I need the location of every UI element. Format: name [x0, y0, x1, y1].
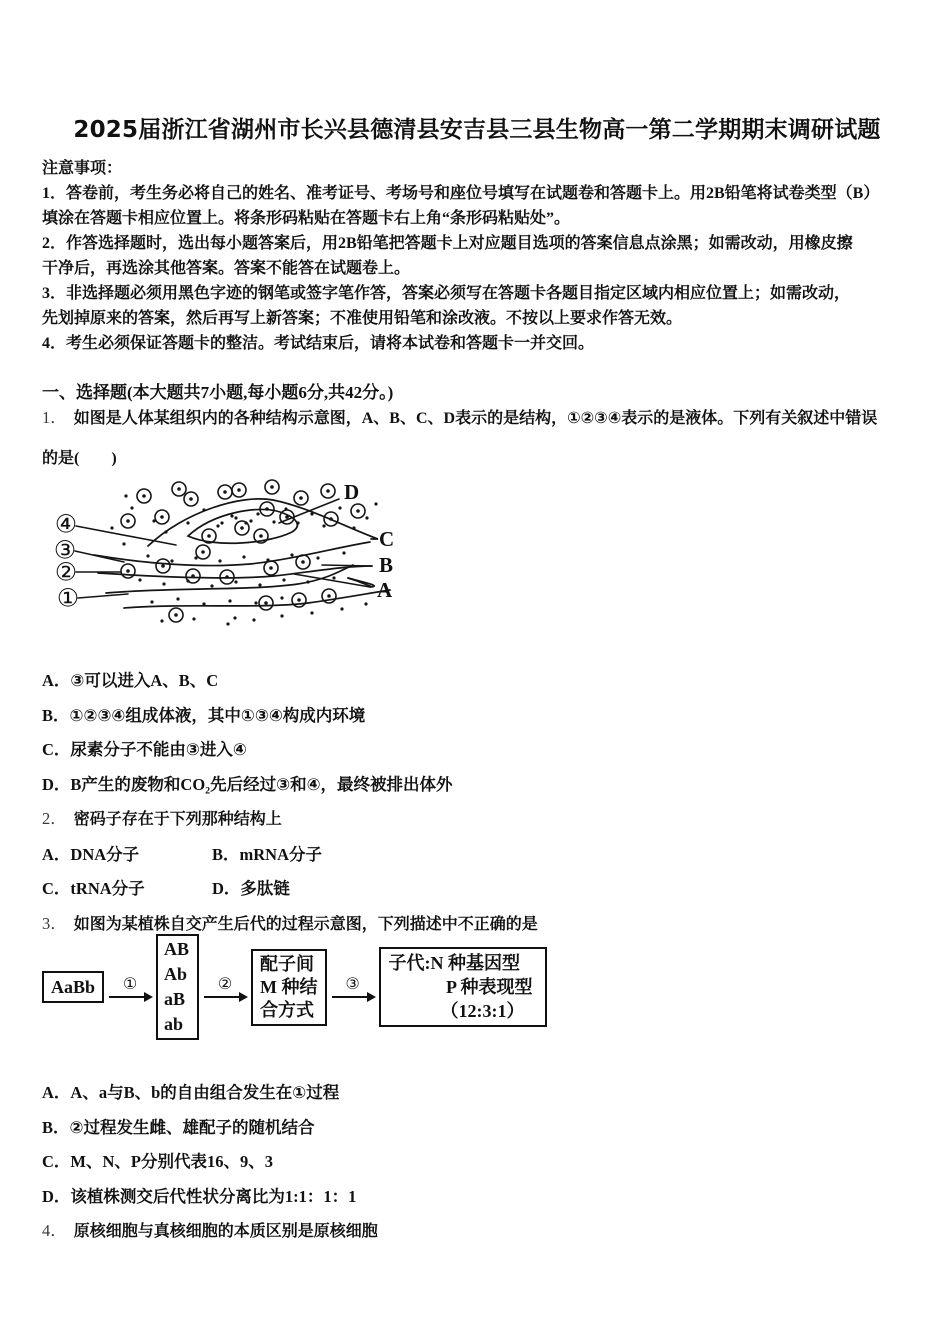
flow-arrow-2 [199, 976, 251, 998]
label-B: B [379, 553, 394, 577]
notice-line: 4．考生必须保证答题卡的整洁。考试结束后，请将本试卷和答题卡一并交回。 [42, 335, 595, 352]
option: D．B产生的废物和CO₂先后经过③和④，最终被排出体外 [42, 774, 453, 794]
arrow-shaft [204, 996, 246, 998]
flow-box-parent-genotype: AaBb [42, 971, 104, 1003]
option: D．多肽链 [212, 879, 290, 898]
label-C: C [379, 527, 395, 551]
question-3 [42, 907, 912, 1215]
question-number: 1． [42, 408, 67, 427]
question-4-stem [42, 1214, 912, 1250]
gamete: aB [164, 989, 186, 1009]
self-cross-flow-figure [42, 934, 912, 1040]
option: A．A、a与B、b的自由组合发生在①过程 [42, 1083, 340, 1102]
option: C．tRNA分子 [42, 879, 145, 898]
page-title: 2025届浙江省湖州市长兴县德清县安吉县三县生物高一第二学期期末调研试题 [73, 117, 881, 143]
option: C．M、N、P分别代表16、9、3 [42, 1152, 273, 1171]
label-circle-4: ④ [54, 509, 78, 539]
notice-line: 2．作答选择题时，选出每小题答案后，用2B铅笔把答题卡上对应题目选项的答案信息点涂黑；如需改动，用橡皮擦 [42, 235, 853, 252]
flow-step-2-label: ② [217, 976, 233, 993]
question-text: 原核细胞与真核细胞的本质区别是原核细胞 [73, 1223, 378, 1240]
option-row [42, 838, 912, 873]
question-number: 3． [42, 913, 67, 933]
flow-arrow-3 [327, 976, 379, 998]
flow-box-offspring [379, 947, 547, 1027]
option-row [42, 872, 912, 907]
question-text: 如图是人体某组织内的各种结构示意图，A、B、C、D表示的是结构，①②③④表示的是液体。下列有关叙述中错误 [73, 410, 878, 427]
result-line: （12:3:1） [440, 1001, 525, 1021]
combine-line: M 种结 [260, 976, 318, 997]
combine-line: 配子间 [260, 953, 315, 974]
notice-heading: 注意事项： [42, 160, 123, 177]
option: D．该植株测交后代性状分离比为1:1：1：1 [42, 1186, 357, 1206]
notice-line: 1．答卷前，考生务必将自己的姓名、准考证号、考场号和座位号填写在试题卷和答题卡上。用2B铅笔将试卷类型（B） [42, 185, 880, 202]
flow-box-gametes [156, 934, 199, 1040]
option: A．③可以进入A、B、C [42, 671, 219, 690]
result-line: P 种表现型 [446, 977, 533, 997]
question-text: 密码子存在于下列那种结构上 [73, 811, 282, 828]
gamete: ab [164, 1014, 184, 1034]
tissue-structure-figure [36, 466, 411, 638]
label-A: A [377, 578, 393, 602]
notice-line: 先划掉原来的答案，然后再写上新答案；不准使用铅笔和涂改液。不按以上要求作答无效。 [42, 310, 683, 327]
flow-step-1-label: ① [122, 976, 138, 993]
question-4 [42, 1214, 912, 1250]
option: A．DNA分子 [42, 844, 140, 864]
option: B．②过程发生雌、雄配子的随机结合 [42, 1117, 315, 1137]
notice-line: 填涂在答题卡相应位置上。将条形码粘贴在答题卡右上角“条形码粘贴处”。 [42, 210, 571, 227]
question-1 [42, 405, 912, 802]
question-2 [42, 802, 912, 907]
tissue-outlines [94, 499, 390, 608]
question-1-stem-continued: 的是( ) [42, 450, 117, 467]
option: B．mRNA分子 [212, 844, 322, 864]
label-circle-1: ① [56, 583, 80, 613]
question-number: 2． [42, 809, 67, 828]
label-circle-2: ② [54, 557, 78, 587]
notice-line: 干净后，再选涂其他答案。答案不能答在试题卷上。 [42, 260, 411, 277]
figure-left-labels [54, 510, 79, 613]
arrow-shaft [332, 996, 374, 998]
arrow-shaft [109, 996, 151, 998]
notice-section [42, 156, 912, 356]
flow-box-combinations [251, 949, 327, 1026]
combine-line: 合方式 [260, 999, 315, 1020]
question-number: 4． [42, 1221, 67, 1240]
label-circle-3: ③ [53, 535, 77, 565]
question-1-stem [42, 405, 912, 432]
gamete: Ab [164, 964, 188, 984]
gamete: AB [164, 939, 190, 959]
label-D: D [344, 480, 360, 504]
question-text: 如图为某植株自交产生后代的过程示意图，下列描述中不正确的是 [73, 915, 538, 933]
notice-line: 3．非选择题必须用黑色字迹的钢笔或签字笔作答，答案必须写在答题卡各题目指定区域内相应位置上；如需改动， [42, 285, 851, 302]
flow-arrow-1 [104, 976, 156, 998]
option: B．①②③④组成体液，其中①③④构成内环境 [42, 705, 366, 725]
section-heading: 一、选择题(本大题共7小题,每小题6分,共42分。) [42, 383, 394, 402]
flow-step-3-label: ③ [345, 976, 360, 993]
question-2-stem [42, 802, 912, 838]
result-line: 子代:N 种基因型 [388, 953, 521, 973]
option: C．尿素分子不能由③进入④ [42, 740, 247, 759]
